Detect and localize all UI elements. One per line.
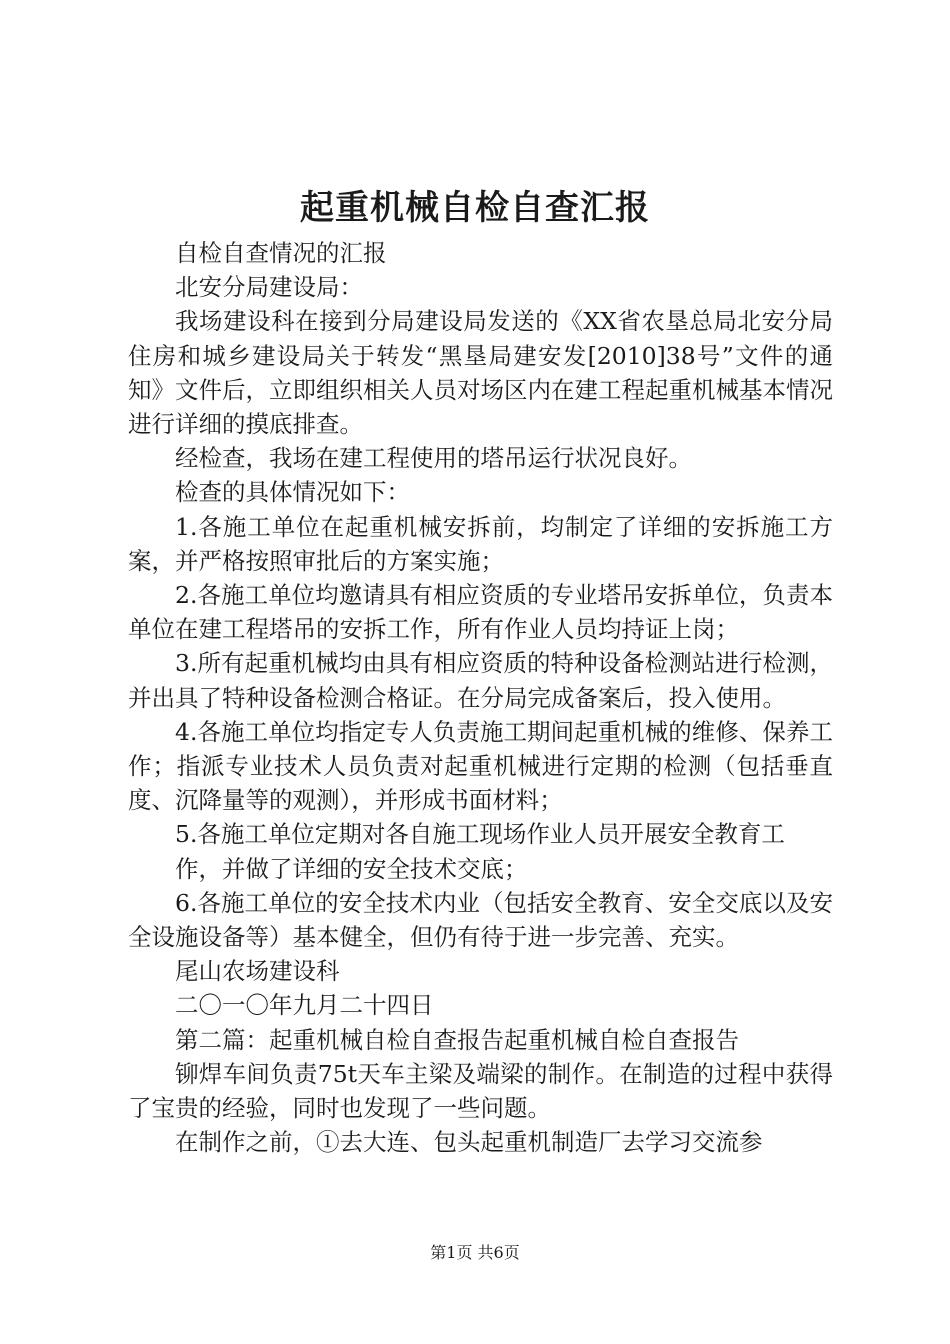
page-number: 第1页 共6页 (430, 1243, 520, 1262)
section-heading: 第二篇：起重机械自检自查报告起重机械自检自查报告 (175, 1025, 739, 1054)
paragraph: 4.各施工单位均指定专人负责施工期间起重机械的维修、保养工作；指派专业技术人员负责对起重机械进行定期的检测（包括垂直度、沉降量等的观测），并形成书面材料； (128, 717, 833, 815)
signature-unit: 尾山农场建设科 (175, 957, 340, 986)
paragraph: 3.所有起重机械均由具有相应资质的特种设备检测站进行检测，并出具了特种设备检测合格证。在分局完成备案后，投入使用。 (128, 649, 833, 712)
document-title: 起重机械自检自查汇报 (300, 188, 650, 228)
paragraph: 检查的具体情况如下： (175, 478, 410, 507)
paragraph: 1.各施工单位在起重机械安拆前，均制定了详细的安拆施工方案，并严格按照审批后的方案实施； (128, 512, 833, 575)
paragraph: 6.各施工单位的安全技术内业（包括安全教育、安全交底以及安全设施设备等）基本健全，但仍有待于进一步完善、充实。 (128, 888, 833, 952)
paragraph: 铆焊车间负责75t天车主梁及端梁的制作。在制造的过程中获得了宝贵的经验，同时也发现了一些问题。 (128, 1059, 833, 1123)
document-body (128, 236, 833, 1159)
paragraph: 5.各施工单位定期对各自施工现场作业人员开展安全教育工 (175, 820, 785, 849)
paragraph: 2.各施工单位均邀请具有相应资质的专业塔吊安拆单位，负责本单位在建工程塔吊的安拆工作，所有作业人员均持证上岗； (128, 581, 833, 644)
paragraph: 北安分局建设局： (175, 273, 363, 302)
paragraph: 自检自查情况的汇报 (175, 239, 387, 267)
paragraph: 我场建设科在接到分局建设局发送的《XX省农垦总局北安分局住房和城乡建设局关于转发“黑垦局建安发[2010]38号”文件的通知》文件后，立即组织相关人员对场区内在建工程起重机械基本情况进行详细的摸底排查。 (128, 307, 833, 439)
signature-date: 二〇一〇年九月二十四日 (175, 991, 434, 1020)
paragraph: 在制作之前，①去大连、包头起重机制造厂去学习交流参 (175, 1128, 763, 1157)
paragraph: 经检查，我场在建工程使用的塔吊运行状况良好。 (175, 444, 692, 473)
paragraph: 作，并做了详细的安全技术交底； (175, 854, 528, 883)
